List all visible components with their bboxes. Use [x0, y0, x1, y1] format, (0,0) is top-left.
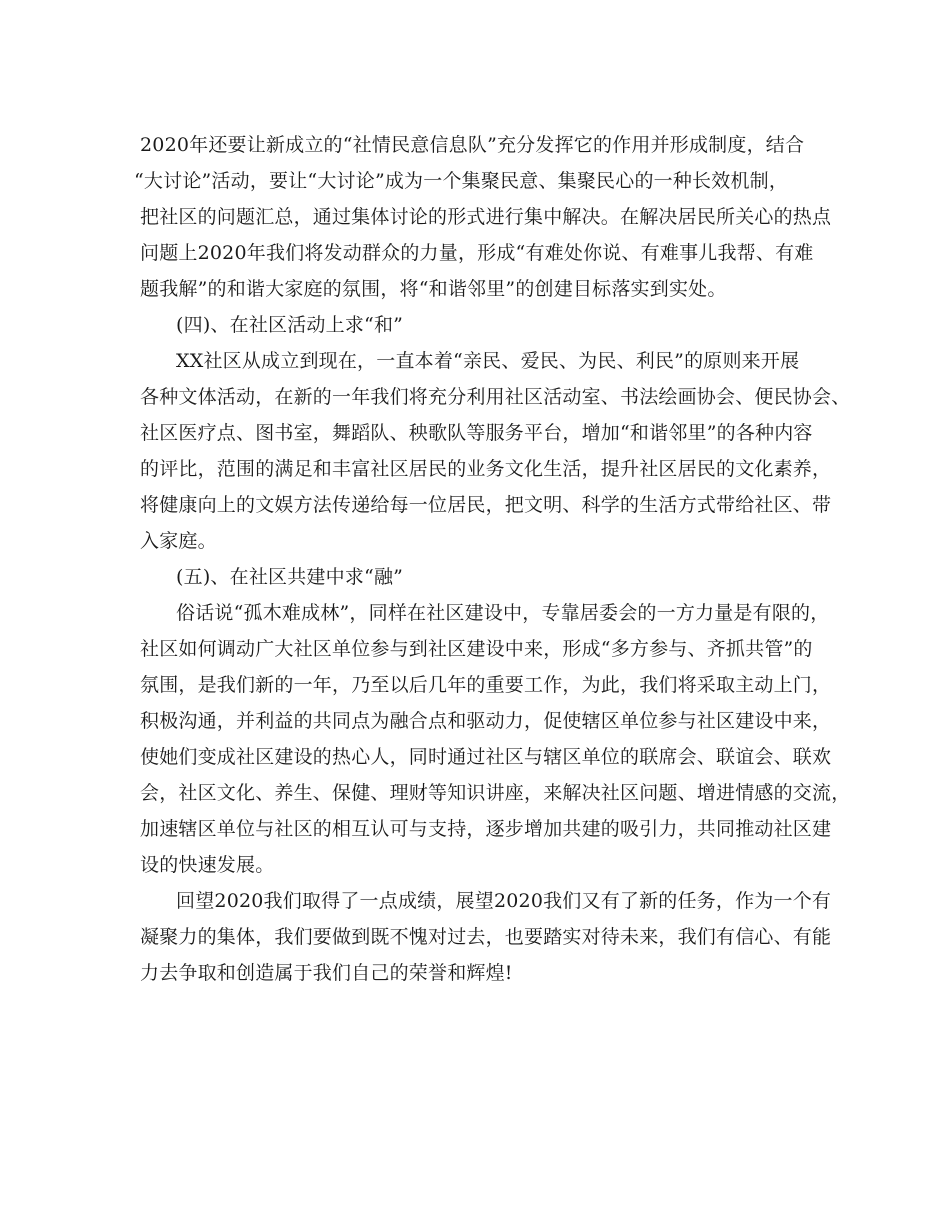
paragraph-first-line: XX社区从成立到现在，一直本着“亲民、爱民、为民、利民”的原则来开展 — [176, 350, 800, 372]
text-line: 力去争取和创造属于我们自己的荣誉和辉煌! — [140, 962, 513, 984]
text-line: 将健康向上的文娱方法传递给每一位居民，把文明、科学的生活方式带给社区、带 — [140, 494, 832, 516]
text-line: 社区如何调动广大社区单位参与到社区建设中来，形成“多方参与、齐抓共管”的 — [140, 638, 813, 660]
text-line: 各种文体活动，在新的一年我们将充分利用社区活动室、书法绘画协会、便民协会、 — [140, 386, 851, 408]
text-line: 题我解”的和谐大家庭的氛围，将“和谐邻里”的创建目标落实到实处。 — [140, 278, 727, 300]
text-line: 入家庭。 — [140, 530, 217, 552]
text-line: 积极沟通，并利益的共同点为融合点和驱动力，促使辖区单位参与社区建设中来， — [140, 710, 832, 732]
text-line: 社区医疗点、图书室，舞蹈队、秧歌队等服务平台，增加“和谐邻里”的各种内容 — [140, 422, 813, 444]
section-heading: (五)、在社区共建中求“融” — [176, 566, 404, 588]
text-line: 凝聚力的集体，我们要做到既不愧对过去，也要踏实对待未来，我们有信心、有能 — [140, 926, 832, 948]
text-line: 加速辖区单位与社区的相互认可与支持，逐步增加共建的吸引力，共同推动社区建 — [140, 818, 832, 840]
text-line: 2020年还要让新成立的“社情民意信息队”充分发挥它的作用并形成制度，结合 — [140, 134, 805, 156]
text-line: 设的快速发展。 — [140, 854, 275, 876]
text-line: 使她们变成社区建设的热心人，同时通过社区与辖区单位的联席会、联谊会、联欢 — [140, 746, 832, 768]
section-heading: (四)、在社区活动上求“和” — [176, 314, 404, 336]
text-line: 氛围，是我们新的一年，乃至以后几年的重要工作，为此，我们将采取主动上门， — [140, 674, 832, 696]
text-line: 会，社区文化、养生、保健、理财等知识讲座，来解决社区问题、增进情感的交流， — [140, 782, 851, 804]
text-line: “大讨论”活动，要让“大讨论”成为一个集聚民意、集聚民心的一种长效机制， — [134, 170, 789, 192]
text-line: 把社区的问题汇总，通过集体讨论的形式进行集中解决。在解决居民所关心的热点 — [140, 206, 832, 228]
paragraph-first-line: 回望2020我们取得了一点成绩，展望2020我们又有了新的任务，作为一个有 — [176, 890, 832, 912]
paragraph-first-line: 俗话说“孤木难成林”，同样在社区建设中，专靠居委会的一方力量是有限的， — [176, 602, 830, 624]
text-line: 的评比，范围的满足和丰富社区居民的业务文化生活，提升社区居民的文化素养， — [140, 458, 832, 480]
text-line: 问题上2020年我们将发动群众的力量，形成“有难处你说、有难事儿我帮、有难 — [140, 242, 814, 264]
